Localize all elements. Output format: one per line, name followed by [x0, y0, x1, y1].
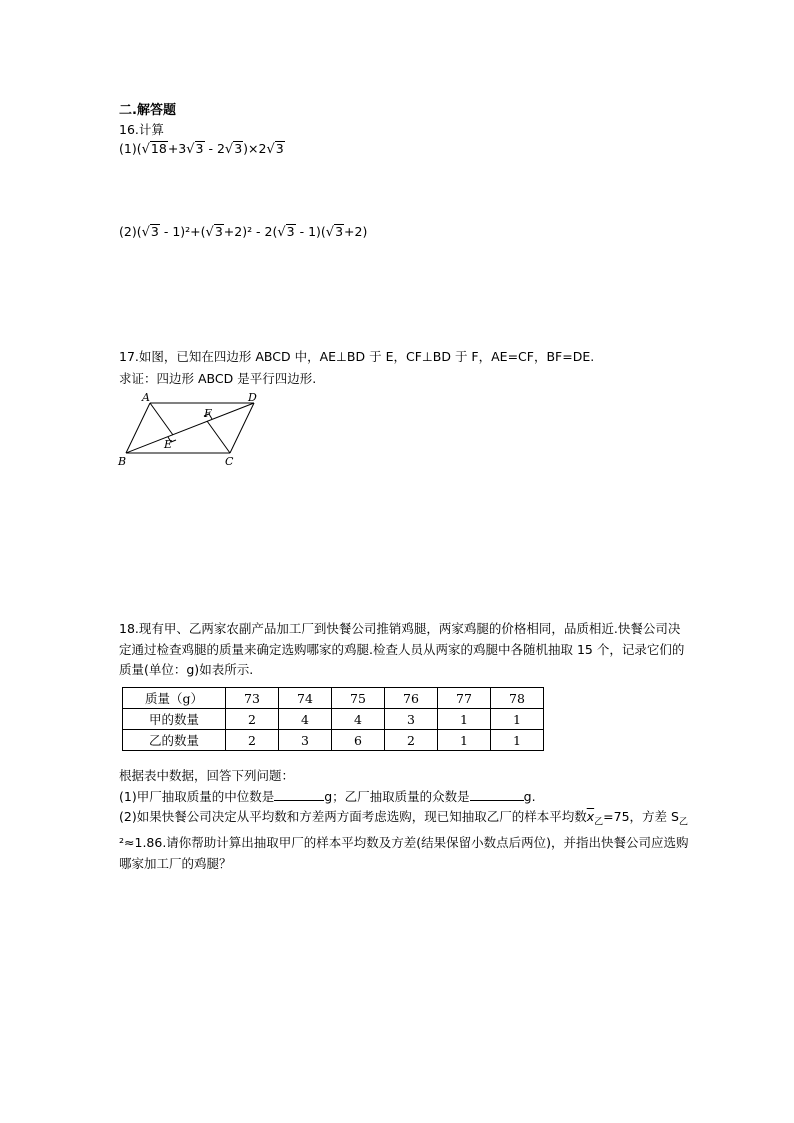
- answer-blank-median[interactable]: [274, 788, 324, 801]
- term: +3: [167, 141, 187, 156]
- q17-line2: 求证：四边形 ABCD 是平行四边形.: [119, 371, 317, 386]
- radical-sign: √: [266, 142, 275, 157]
- radicand: 18: [150, 141, 167, 156]
- q18-sub2-text: ²≈1.86.请你帮助计算出抽取甲厂的样本平均数及方差(结果保留小数点后两位)，并指出快餐公司应选购哪家加工厂的鸡腿？: [119, 835, 689, 871]
- table-cell: 4: [279, 709, 332, 730]
- term: +2)² - 2(: [223, 224, 278, 239]
- table-cell: 6: [332, 730, 385, 751]
- radicand: 3: [234, 141, 243, 156]
- term: - 1)(: [295, 224, 326, 239]
- paren: (: [136, 141, 142, 156]
- table-cell: 4: [332, 709, 385, 730]
- label-e: E: [164, 438, 173, 451]
- mean-symbol: $\overline{x}$: [586, 809, 595, 824]
- label-f: F: [204, 407, 212, 420]
- radical-sign: √: [205, 225, 214, 240]
- diagonal-bd: [126, 403, 254, 453]
- table-header-row: [123, 688, 544, 709]
- table-cell: 甲的数量: [123, 709, 226, 730]
- q16-part2: [119, 224, 367, 240]
- mean-subscript: 乙: [594, 817, 604, 828]
- variance-subscript: 乙: [678, 817, 688, 828]
- q18-sub1-text: (1)甲厂抽取质量的中位数是: [119, 789, 275, 804]
- table-row: [123, 709, 544, 730]
- table-cell: 1: [491, 730, 544, 751]
- radicand: 3: [195, 141, 204, 156]
- term: +2): [344, 224, 368, 239]
- q18-sub2-text: =75，方差 S: [603, 809, 679, 824]
- table-cell: 3: [279, 730, 332, 751]
- segment-ae: [150, 403, 173, 435]
- table-header-cell: 77: [438, 688, 491, 709]
- table-cell: 1: [438, 709, 491, 730]
- radicand: 3: [286, 224, 295, 239]
- section-title: 二.解答题: [119, 103, 176, 118]
- table-cell: 2: [385, 730, 438, 751]
- table-header-cell: 75: [332, 688, 385, 709]
- table-cell: 1: [491, 709, 544, 730]
- table-header-cell: 76: [385, 688, 438, 709]
- radical-sign: √: [277, 225, 286, 240]
- table-header-cell: 73: [226, 688, 279, 709]
- q18-sub1-text: g.: [523, 789, 536, 804]
- q18-prompt: 根据表中数据，回答下列问题：: [119, 768, 295, 783]
- table-cell: 2: [226, 709, 279, 730]
- q17-line1: 17.如图，已知在四边形 ABCD 中，AE⊥BD 于 E，CF⊥BD 于 F，AE=CF，BF=DE.: [119, 349, 595, 364]
- mass-table: [122, 687, 544, 751]
- radical-sign: √: [186, 142, 195, 157]
- label-d: D: [248, 391, 257, 404]
- parallelogram-figure: [116, 388, 264, 470]
- segment-cf: [207, 421, 230, 453]
- q18-sub2: [119, 807, 689, 874]
- radical-sign: √: [224, 142, 234, 157]
- radicand: 3: [150, 224, 159, 239]
- q18-intro: 18.现有甲、乙两家农副产品加工厂到快餐公司推销鸡腿，两家鸡腿的价格相同，品质相近.快餐公司决定通过检查鸡腿的质量来确定选购哪家的鸡腿.检查人员从两家的鸡腿中各随机抽取 15 个，记录它们的质量(单位：g)如表所示.: [119, 621, 685, 677]
- table-cell: 乙的数量: [123, 730, 226, 751]
- label-c: C: [225, 455, 234, 468]
- radical-sign: √: [141, 142, 150, 157]
- radicand: 3: [335, 224, 344, 239]
- answer-blank-mode[interactable]: [470, 788, 524, 801]
- radical-sign: √: [141, 225, 150, 240]
- table-header-cell: 78: [491, 688, 544, 709]
- label-b: B: [118, 455, 127, 468]
- table-header-cell: 质量（g）: [123, 688, 226, 709]
- q18-sub1: [119, 787, 536, 805]
- q16-p1-label: (1): [119, 141, 137, 156]
- q18-sub1-text: g；乙厂抽取质量的众数是: [324, 789, 470, 804]
- table-cell: 3: [385, 709, 438, 730]
- q16-title: 16.计算: [119, 122, 164, 137]
- label-a: A: [142, 391, 150, 404]
- q16-p2-label: (2): [119, 224, 137, 239]
- radical-sign: √: [325, 225, 335, 240]
- table-row: [123, 730, 544, 751]
- q16-part1: [119, 141, 285, 157]
- radicand: 3: [214, 224, 223, 239]
- table-header-cell: 74: [279, 688, 332, 709]
- table-cell: 1: [438, 730, 491, 751]
- term: - 2: [204, 141, 225, 156]
- term: )×2: [243, 141, 267, 156]
- table-cell: 2: [226, 730, 279, 751]
- term: (: [136, 224, 142, 239]
- radicand: 3: [275, 141, 284, 156]
- term: - 1)²+(: [159, 224, 206, 239]
- q18-sub2-text: (2)如果快餐公司决定从平均数和方差两方面考虑选购，现已知抽取乙厂的样本平均数: [119, 809, 587, 824]
